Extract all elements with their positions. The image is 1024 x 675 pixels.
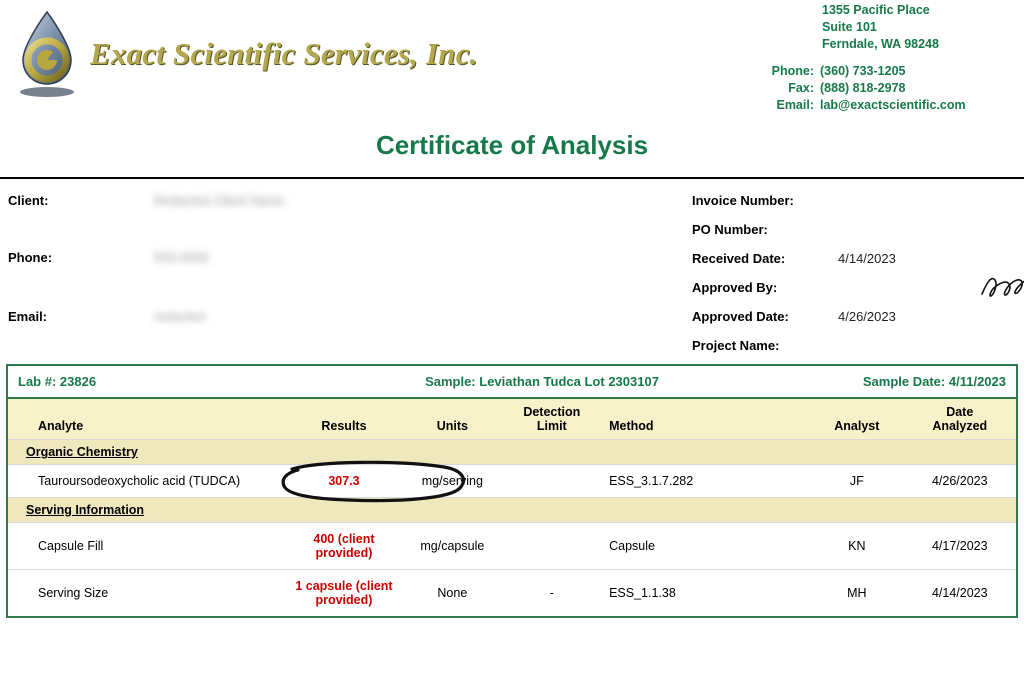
cell-method: ESS_1.1.38 [599, 570, 810, 617]
company-address [822, 2, 939, 53]
cell-detection-limit: - [505, 570, 600, 617]
address-line-2: Suite 101 [822, 20, 877, 34]
client-info-left [8, 193, 628, 338]
address-line-1: 1355 Pacific Place [822, 3, 930, 17]
sample-date-label: Sample Date: [862, 374, 946, 389]
results-table [8, 399, 1016, 616]
info-row-approved-date [692, 309, 1022, 326]
table-header-row [8, 399, 1016, 440]
contact-email-label: Email: [776, 98, 814, 112]
lab-number-value: 23826 [59, 374, 97, 389]
approved-date-label: Approved Date: [692, 309, 789, 324]
cell-method: ESS_3.1.7.282 [599, 465, 810, 498]
contact-fax [620, 80, 1000, 97]
cell-analyte: Serving Size [8, 570, 288, 617]
info-row-po-number [692, 222, 1022, 239]
client-label: Client: [8, 193, 49, 208]
received-date-label: Received Date: [692, 251, 786, 266]
phone-label: Phone: [8, 250, 53, 265]
contact-fax-value: (888) 818-2978 [820, 81, 906, 95]
document-header [0, 0, 1024, 118]
cell-units: mg/capsule [400, 523, 504, 570]
project-name-label: Project Name: [692, 338, 780, 353]
section-title-organic-chemistry: Organic Chemistry [26, 445, 138, 459]
info-row-received-date [692, 251, 1022, 268]
table-row [8, 570, 1016, 617]
table-row [8, 465, 1016, 498]
contact-phone-label: Phone: [771, 64, 814, 78]
cell-date-analyzed: 4/26/2023 [904, 465, 1016, 498]
cell-results: 400 (client provided) [288, 523, 401, 570]
section-header-row [8, 440, 1016, 465]
lab-number-label: Lab #: [18, 374, 57, 389]
column-header-results: Results [288, 399, 401, 440]
column-header-method: Method [599, 399, 810, 440]
client-info-right [692, 193, 1022, 367]
contact-phone-value: (360) 733-1205 [820, 64, 906, 78]
cell-date-analyzed: 4/14/2023 [904, 570, 1016, 617]
company-contacts [620, 63, 1000, 114]
column-header-analyst: Analyst [810, 399, 903, 440]
address-line-3: Ferndale, WA 98248 [822, 37, 939, 51]
po-number-label: PO Number: [692, 222, 768, 237]
client-value-redacted: Redacted Client Name [154, 193, 285, 208]
cell-results: 1 capsule (client provided) [288, 570, 401, 617]
contact-fax-label: Fax: [788, 81, 814, 95]
contact-email [620, 97, 1000, 114]
results-table-container [6, 364, 1018, 618]
cell-method: Capsule [599, 523, 810, 570]
cell-units: None [400, 570, 504, 617]
cell-analyst: MH [810, 570, 903, 617]
sample-summary-bar [8, 366, 1016, 399]
contact-phone [620, 63, 1000, 80]
approved-date-value: 4/26/2023 [838, 309, 896, 324]
signature-icon [978, 264, 1024, 308]
info-row-phone [8, 250, 628, 267]
phone-value-redacted: 555-0000 [154, 250, 209, 265]
cell-analyst: JF [810, 465, 903, 498]
approved-by-label: Approved By: [692, 280, 778, 295]
client-info-section [0, 179, 1024, 364]
company-logo [14, 8, 478, 100]
cell-units: mg/serving [400, 465, 504, 498]
cell-analyte: Tauroursodeoxycholic acid (TUDCA) [8, 465, 288, 498]
cell-detection-limit [505, 465, 600, 498]
sample-name-group [318, 374, 766, 389]
info-row-approved-by [692, 280, 1022, 297]
company-name: Exact Scientific Services, Inc. [90, 36, 478, 71]
email-value-redacted: redacted [154, 309, 205, 324]
results-value: 307.3 [328, 474, 360, 488]
sample-date-value: 4/11/2023 [948, 374, 1006, 389]
contact-email-value[interactable]: lab@exactscientific.com [820, 98, 966, 112]
page-title: Certificate of Analysis [375, 130, 649, 160]
info-row-project-name [692, 338, 1022, 355]
received-date-value: 4/14/2023 [838, 251, 896, 266]
lab-number-group [18, 374, 318, 389]
info-row-invoice-number [692, 193, 1022, 210]
column-header-detection-limit: Detection Limit [505, 399, 600, 440]
section-title-serving-information: Serving Information [26, 503, 145, 517]
logo-droplet-icon [14, 8, 80, 100]
cell-analyst: KN [810, 523, 903, 570]
cell-date-analyzed: 4/17/2023 [904, 523, 1016, 570]
cell-analyte: Capsule Fill [8, 523, 288, 570]
email-label: Email: [8, 309, 48, 324]
table-row [8, 523, 1016, 570]
column-header-date-analyzed: Date Analyzed [904, 399, 1016, 440]
column-header-analyte: Analyte [8, 399, 288, 440]
info-row-email [8, 309, 628, 326]
column-header-units: Units [400, 399, 504, 440]
cell-detection-limit [505, 523, 600, 570]
info-row-client [8, 193, 628, 210]
sample-date-group [766, 374, 1006, 389]
sample-value: Leviathan Tudca Lot 2303107 [479, 374, 659, 389]
sample-label: Sample: [425, 374, 476, 389]
section-header-row [8, 498, 1016, 523]
invoice-number-label: Invoice Number: [692, 193, 794, 208]
cell-results [288, 465, 401, 498]
